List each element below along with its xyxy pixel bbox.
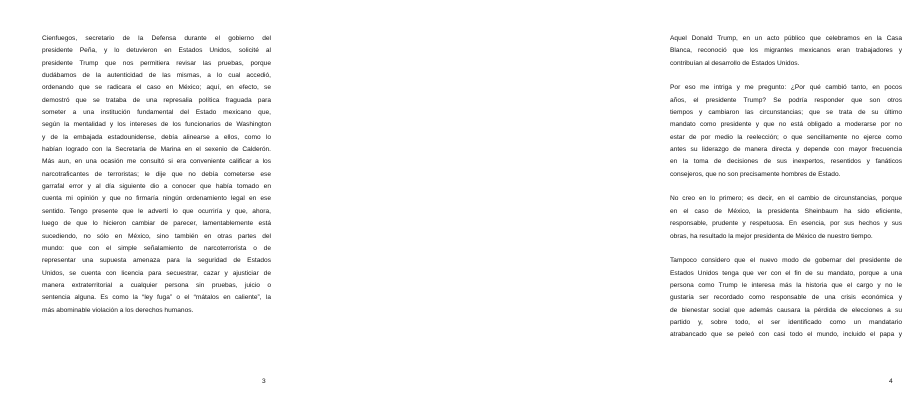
text-line: consejeros, que no son precisamente hombres de Estado. — [670, 170, 841, 178]
text-line: someter a una institución fundamental del Estado mexicano que, — [42, 109, 271, 117]
text-line: garrafal error y al día siguiente dio a conocer que había tomado en — [42, 183, 271, 191]
text-line: ordenando que se radicara el caso en México; aquí, en efecto, se — [42, 84, 271, 92]
text-line: años, el presidente Trump? Se podría responder que son otros — [670, 96, 902, 104]
text-line: presidente Peña, y lo detuvieron en Estados Unidos, solicité al — [42, 47, 271, 55]
paragraph-gap — [670, 181, 902, 193]
text-line: mundo: que con el simple señalamiento de narcoterrorista o de — [42, 244, 271, 252]
text-line: partido y, sobre todo, el ser identificado como un mandatario — [670, 318, 902, 326]
text-line: luego de que lo hicieron cambiar de parecer, lamentablemente está — [42, 220, 271, 228]
text-line: contribuían al desarrollo de Estados Unidos. — [670, 59, 800, 67]
text-line: representar una supuesta amenaza para la seguridad de Estados — [42, 257, 271, 265]
left-page — [0, 0, 314, 404]
paragraph — [670, 33, 902, 70]
text-line: persona como Trump le interesa más la historia que el cargo y no le — [670, 281, 902, 289]
paragraph — [670, 193, 902, 242]
text-line: responsable, prudente y respetuosa. En esencia, por sus hechos y sus — [670, 220, 902, 228]
text-line: Tampoco considero que el nuevo modo de gobernar del presidente de — [670, 257, 902, 265]
text-line: más abominable violación a los derechos humanos. — [42, 306, 194, 314]
text-line: sentencia alguna. Es como la “ley fuga” o el “mátalos en caliente”, la — [42, 294, 271, 302]
text-line: Aquel Donald Trump, en un acto público que celebramos en la Casa — [670, 35, 902, 42]
text-line: Más aun, en una ocasión me consultó si era conveniente calificar a los — [42, 158, 271, 166]
paragraph — [670, 82, 902, 181]
text-line: y de la embajada estadounidense, debía alinearse a ellos, como lo — [42, 133, 271, 141]
text-line: narcotraficantes de terroristas; le dije que no debía cometerse ese — [42, 170, 271, 178]
text-line: atrabancado que se peleó con casi todo el mundo, incluido el papa y — [670, 331, 902, 339]
text-line: habían logrado con la Secretaría de Marina en el sexenio de Calderón. — [42, 146, 271, 154]
paragraph-gap — [670, 70, 902, 82]
text-line: Unidos, se cuenta con licencia para secuestrar, cazar y ajusticiar de — [42, 269, 271, 277]
text-line: estar de por medio la reelección; o que sencillamente no ejerce como — [670, 133, 902, 141]
text-line: obras, ha resultado la mejor presidenta de México de nuestro tiempo. — [670, 232, 873, 240]
text-line: gustaría ser recordado como responsable de una crisis económica y — [670, 294, 902, 302]
text-line: demostró que se trataba de una represalia política fraguada para — [42, 96, 271, 104]
text-line: sucediendo, no sólo en México, sino también en otras partes del — [42, 232, 271, 240]
right-page-text — [670, 33, 902, 342]
text-line: manera extraterritorial a cualquier persona sin pruebas, juicio o — [42, 281, 271, 289]
text-line: dudábamos de la autenticidad de las mismas, a lo cual accedió, — [42, 72, 271, 80]
text-line: en la toma de decisiones de sus inexpertos, resentidos y fanáticos — [670, 158, 902, 166]
text-line: según la mentalidad y los intereses de los funcionarios de Washington — [42, 121, 271, 129]
text-line: Cienfuegos, secretario de la Defensa durante el gobierno del — [42, 35, 271, 42]
text-line: tiempos y cambiaron las circunstancias; que se trata de su último — [670, 109, 902, 117]
text-line: No creo en lo primero; es decir, en el cambio de circunstancias, porque — [670, 195, 902, 203]
page-number-left: 3 — [262, 378, 266, 385]
text-line: presidente Trump que nos permitiera revisar las pruebas, porque — [42, 59, 271, 67]
left-page-text — [42, 33, 271, 317]
text-line: sentido. Tengo presente que le advertí lo que ocurriría y que, ahora, — [42, 207, 271, 215]
paragraph — [670, 255, 902, 341]
text-line: Estados Unidos tenga que ver con el fin de su mandato, porque a una — [670, 269, 902, 277]
text-line: de bienestar social que además causara la pérdida de elecciones a su — [670, 306, 902, 314]
text-line: antes su liderazgo de manera directa y depende con mayor frecuencia — [670, 146, 902, 154]
right-page — [314, 0, 902, 404]
text-line: mandato como presidente y que no está obligado a moderarse por no — [670, 121, 902, 129]
text-line: Blanca, reconoció que los migrantes mexicanos eran trabajadores y — [670, 47, 902, 55]
paragraph-gap — [670, 243, 902, 255]
text-line: cuenta mi opinión y que no firmaría ningún ordenamiento legal en ese — [42, 195, 271, 203]
text-line: en el caso de México, la presidenta Sheinbaum ha sido eficiente, — [670, 207, 902, 215]
text-line: Por eso me intriga y me pregunto: ¿Por qué cambió tanto, en pocos — [670, 84, 902, 92]
page-number-right: 4 — [889, 378, 893, 385]
